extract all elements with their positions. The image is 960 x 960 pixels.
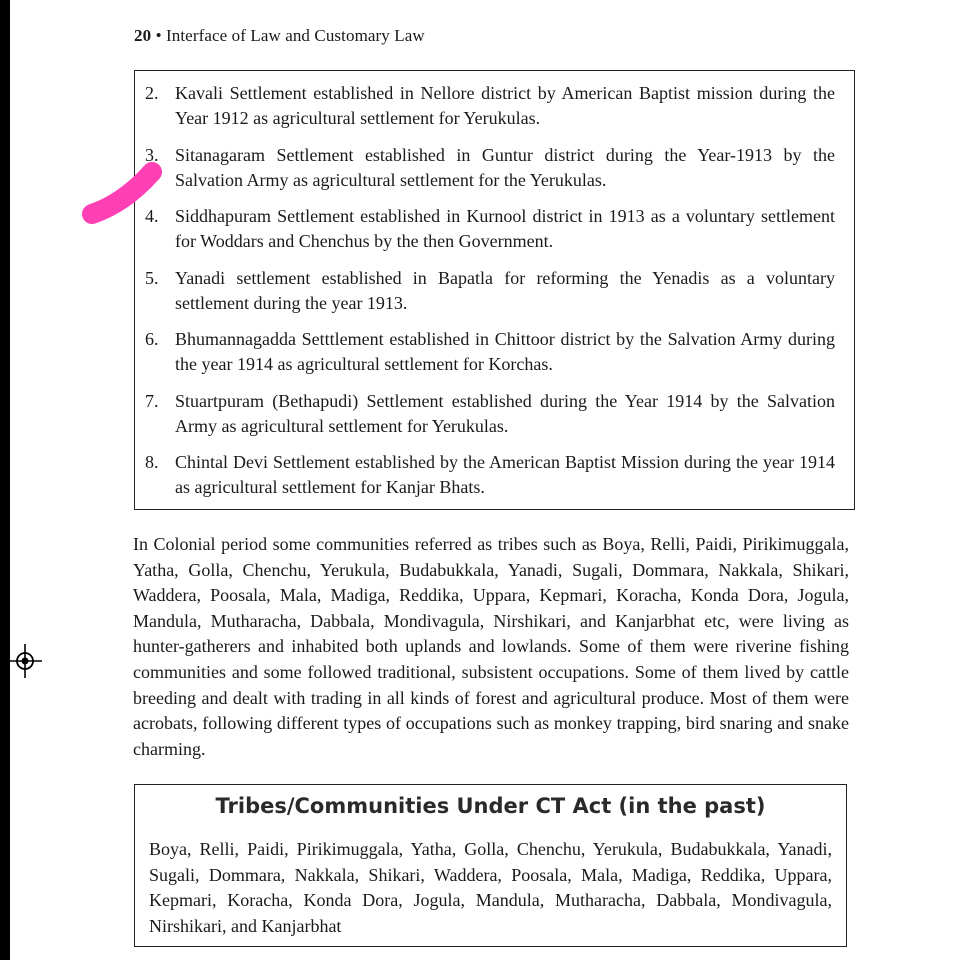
- item-text: Kavali Settlement established in Nellore district by American Baptist mission during the Year 1912 as agricultural settlement for Yerukulas.: [175, 83, 835, 128]
- list-item: [145, 204, 835, 254]
- item-text: Siddhapuram Settlement established in Kurnool district in 1913 as a voluntary settlement for Woddars and Chenchus by the then Government.: [175, 206, 835, 251]
- tribes-box-body: Boya, Relli, Paidi, Pirikimuggala, Yatha, Golla, Chenchu, Yerukula, Budabukkala, Yanadi, Sugali, Dommara, Nakkala, Shikari, Waddera, Poosala, Mala, Madiga, Reddika, Uppara, Kepmari, Koracha, Konda Dora, Jogula, Mandula, Mutharacha, Dabbala, Mondivagula, Nirshikari, and Kanjarbhat: [149, 839, 832, 936]
- item-number: 8.: [145, 452, 159, 472]
- list-item: [145, 81, 835, 131]
- list-item: [145, 266, 835, 316]
- item-number: 3.: [145, 145, 159, 165]
- list-item: [145, 389, 835, 439]
- highlighter-stroke: [80, 160, 170, 240]
- tribes-box: [134, 784, 847, 947]
- scan-left-edge: [0, 0, 10, 960]
- running-header: [134, 26, 425, 46]
- colonial-period-paragraph: In Colonial period some communities referred as tribes such as Boya, Relli, Paidi, Pirikimuggala, Yatha, Golla, Chenchu, Yerukula, Budabukkala, Yanadi, Sugali, Dommara, Nakkala, Shikari, Waddera, Poosala, Mala, Madiga, Reddika, Uppara, Kepmari, Koracha, Konda Dora, Jogula, Mandula, Mutharacha, Dabbala, Mondivagula, Nirshikari, and Kanjarbhat etc, were living as hunter-gatherers and inhabited both uplands and lowlands. Some of them were riverine fishing communities and some followed traditional, subsistent occupations. Some of them lived by cattle breeding and dealt with trading in all kinds of forest and agricultural produce. Most of them were acrobats, following different types of occupations such as monkey trapping, bird snaring and snake charming.: [133, 534, 849, 759]
- item-text: Sitanagaram Settlement established in Guntur district during the Year-1913 by the Salvation Army as agricultural settlement for the Yerukulas.: [175, 145, 835, 190]
- item-number: 2.: [145, 83, 159, 103]
- item-number: 6.: [145, 329, 159, 349]
- header-separator: •: [155, 26, 162, 45]
- item-number: 5.: [145, 268, 159, 288]
- list-item: [145, 143, 835, 193]
- item-number: 7.: [145, 391, 159, 411]
- crosshair-registration-icon: [8, 644, 42, 678]
- page-number: 20: [134, 26, 152, 45]
- list-item: [145, 450, 835, 500]
- settlements-box: [134, 70, 855, 510]
- tribes-box-title: Tribes/Communities Under CT Act (in the past): [215, 794, 766, 818]
- item-number: 4.: [145, 206, 159, 226]
- book-title: Interface of Law and Customary Law: [165, 26, 425, 45]
- item-text: Chintal Devi Settlement established by the American Baptist Mission during the year 1914 as agricultural settlement for Kanjar Bhats.: [175, 452, 835, 497]
- item-text: Stuartpuram (Bethapudi) Settlement established during the Year 1914 by the Salvation Army as agricultural settlement for Yerukulas.: [175, 391, 835, 436]
- item-text: Bhumannagadda Setttlement established in Chittoor district by the Salvation Army during the year 1914 as agricultural settlement for Korchas.: [175, 329, 835, 374]
- item-text: Yanadi settlement established in Bapatla for reforming the Yenadis as a voluntary settlement during the year 1913.: [175, 268, 835, 313]
- list-item: [145, 327, 835, 377]
